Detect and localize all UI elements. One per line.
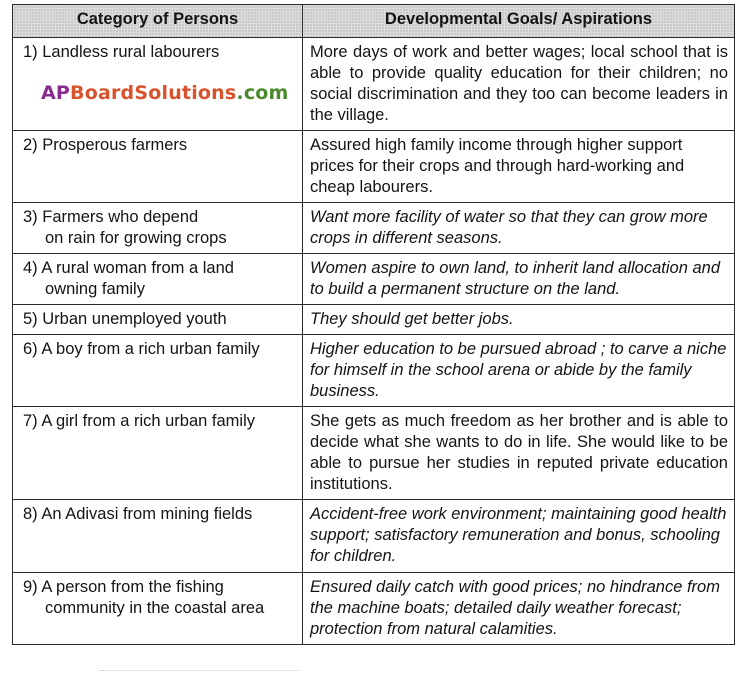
table-row <box>13 305 735 335</box>
category-text: 5) Urban unemployed youth <box>23 310 227 328</box>
category-cell <box>13 335 303 407</box>
table-row <box>13 203 735 254</box>
goals-cell: Higher education to be pursued abroad ; to carve a niche for himself in the school arena or abide by the family business. <box>303 335 735 407</box>
table-row <box>13 254 735 305</box>
category-cell <box>13 407 303 500</box>
category-text: 6) A boy from a rich urban family <box>23 340 260 358</box>
aspirations-table-container <box>12 4 734 645</box>
table-row <box>13 407 735 500</box>
category-text: community in the coastal area <box>45 599 265 617</box>
table-row <box>13 131 735 203</box>
header-category: Category of Persons <box>13 5 303 38</box>
category-text: 8) An Adivasi from mining fields <box>23 505 253 523</box>
category-cell <box>13 305 303 335</box>
category-text: 3) Farmers who depend <box>23 208 199 226</box>
goals-cell: Ensured daily catch with good prices; no hindrance from the machine boats; detailed daily weather forecast; protection from natural calamities. <box>303 573 735 645</box>
category-text: 7) A girl from a rich urban family <box>23 412 255 430</box>
table-row <box>13 500 735 573</box>
category-cell <box>13 38 303 131</box>
category-cell <box>13 254 303 305</box>
goals-cell: Assured high family income through higher support prices for their crops and through hard-working and cheap labourers. <box>303 131 735 203</box>
category-cell <box>13 131 303 203</box>
header-goals: Developmental Goals/ Aspirations <box>303 5 735 38</box>
goals-cell: They should get better jobs. <box>303 305 735 335</box>
table-header-row <box>13 5 735 38</box>
page-edge-fragment <box>100 670 300 675</box>
category-text: 4) A rural woman from a land <box>23 259 234 277</box>
category-text: 9) A person from the fishing <box>23 578 224 596</box>
category-text: 2) Prosperous farmers <box>23 136 188 154</box>
goals-cell: Accident-free work environment; maintaining good health support; satisfactory remuneration and bonus, schooling for children. <box>303 500 735 573</box>
goals-cell: She gets as much freedom as her brother and is able to decide what she wants to do in life. She would like to be able to pursue her studies in reputed private education institutions. <box>303 407 735 500</box>
category-text: owning family <box>45 280 145 298</box>
category-cell <box>13 500 303 573</box>
goals-cell: Want more facility of water so that they can grow more crops in different seasons. <box>303 203 735 254</box>
table-row <box>13 573 735 645</box>
category-cell <box>13 573 303 645</box>
category-text: on rain for growing crops <box>45 229 227 247</box>
table-row <box>13 38 735 131</box>
category-text: 1) Landless rural labourers <box>23 43 220 61</box>
watermark-logo: APBoardSolutions.com <box>41 82 289 104</box>
goals-cell: Women aspire to own land, to inherit land allocation and to build a permanent structure on the land. <box>303 254 735 305</box>
table-row <box>13 335 735 407</box>
goals-cell: More days of work and better wages; local school that is able to provide quality education for their children; no social discrimination and they too can become leaders in the village. <box>303 38 735 131</box>
aspirations-table <box>12 4 735 645</box>
category-cell <box>13 203 303 254</box>
